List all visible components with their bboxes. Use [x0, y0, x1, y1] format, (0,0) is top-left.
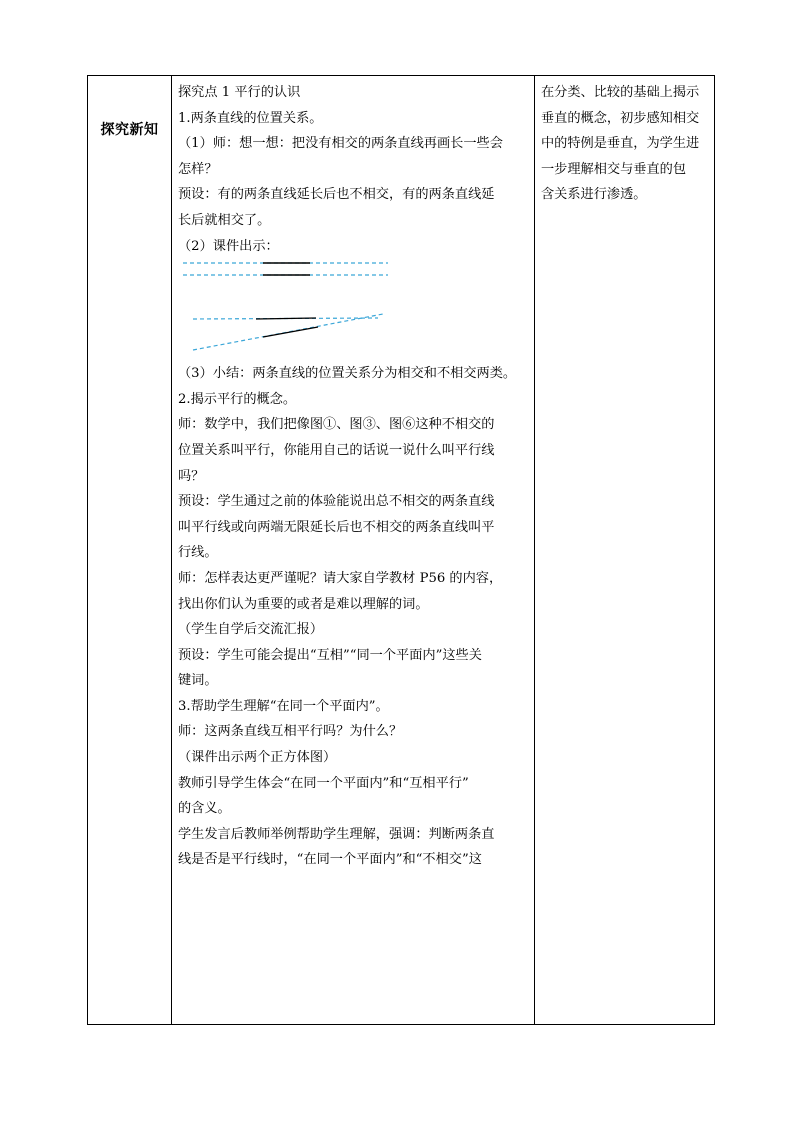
- main-line: 找出你们认为重要的或者是难以理解的词。: [178, 596, 429, 612]
- main-content: [172, 76, 534, 873]
- design-notes: [535, 76, 714, 208]
- main-line: 吗？: [178, 468, 205, 484]
- lesson-table: [87, 75, 715, 1025]
- main-content-cell: [172, 76, 535, 1025]
- main-line: 预设：学生可能会提出“互相”“同一个平面内”这些关: [178, 647, 482, 663]
- main-line: （学生自学后交流汇报）: [178, 622, 324, 638]
- main-line: 怎样？: [178, 161, 218, 177]
- main-line: 线是否是平行线时，“在同一个平面内”和“不相交”这: [178, 852, 482, 868]
- main-line: 教师引导学生体会“在同一个平面内”和“互相平行”: [178, 775, 469, 791]
- main-line: （1）师：想一想：把没有相交的两条直线再画长一些会: [178, 136, 503, 152]
- main-line: 探究点 1 平行的认识: [178, 85, 301, 100]
- main-line: 3.帮助学生理解“在同一个平面内”。: [178, 698, 389, 714]
- main-line: （2）课件出示：: [178, 238, 279, 254]
- main-line: 行线。: [178, 545, 218, 561]
- main-line: （课件出示两个正方体图）: [178, 750, 337, 766]
- section-label: 探究新知: [100, 122, 159, 138]
- note-line: 在分类、比较的基础上揭示: [541, 85, 700, 100]
- main-line: 长后就相交了。: [178, 212, 271, 228]
- main-line: 叫平行线或向两端无限延长后也不相交的两条直线叫平: [178, 519, 495, 535]
- note-line: 中的特例是垂直，为学生进: [541, 136, 700, 152]
- intersect-solid-segment-slanted: [263, 327, 318, 337]
- lines-figure-svg: [178, 259, 478, 361]
- main-line: 预设：学生通过之前的体验能说出总不相交的两条直线: [178, 494, 495, 510]
- main-line: 师：数学中，我们把像图①、图③、图⑥这种不相交的: [178, 417, 495, 433]
- note-line: 含关系进行渗透。: [541, 187, 647, 203]
- main-line: 键词。: [178, 673, 218, 689]
- note-line: 垂直的概念，初步感知相交: [541, 110, 700, 126]
- main-line: （3）小结：两条直线的位置关系分为相交和不相交两类。: [178, 366, 517, 382]
- main-line: 学生发言后教师举例帮助学生理解，强调：判断两条直: [178, 826, 495, 842]
- main-line: 的含义。: [178, 801, 231, 817]
- note-line: 一步理解相交与垂直的包: [541, 161, 687, 177]
- lines-figure: [178, 259, 530, 361]
- notes-cell: [535, 76, 715, 1025]
- main-line: 位置关系叫平行，你能用自己的话说一说什么叫平行线: [178, 442, 495, 458]
- main-line: 师：怎样表达更严谨呢？请大家自学教材 P56 的内容，: [178, 570, 503, 586]
- main-line: 预设：有的两条直线延长后也不相交，有的两条直线延: [178, 187, 495, 203]
- main-line: 师：这两条直线互相平行吗？为什么？: [178, 724, 403, 740]
- main-line: 2.揭示平行的概念。: [178, 391, 297, 407]
- main-line: 1.两条直线的位置关系。: [178, 110, 323, 126]
- section-label-cell: [88, 76, 172, 1025]
